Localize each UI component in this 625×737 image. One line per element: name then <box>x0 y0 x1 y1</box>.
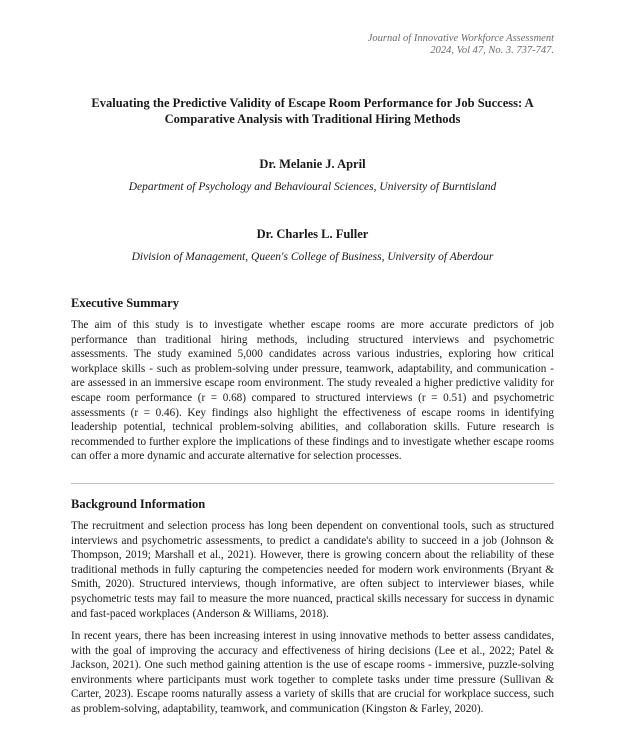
paper-title <box>70 95 555 127</box>
author-affiliation: Department of Psychology and Behavioural Sciences, University of Burntisland <box>128 181 497 193</box>
author-name: Dr. Charles L. Fuller <box>256 227 369 241</box>
section-heading-background: Background Information <box>71 497 206 511</box>
background-paragraph: The recruitment and selection process has long been dependent on conventional tools, such as structured interviews and psychometric assessments, to predict a candidate's ability to succeed in a job (Johnson & Thompson, 2019; Marshall et al., 2021). However, there is growing concern about the reliability of these traditional methods in fully capturing the competencies needed for modern work environments (Bryant & Smith, 2020). Structured interviews, though informative, are often subject to interviewer biases, while psychometric tests may fail to measure the more nuanced, practical skills necessary for success in dynamic and fast-paced workplaces (Anderson & Williams, 2018). <box>71 520 554 620</box>
executive-summary-paragraph: The aim of this study is to investigate whether escape rooms are more accurate predictors of job performance than traditional hiring methods, including structured interviews and psychometric assessments. The study examined 5,000 candidates across various industries, exploring how critical workplace skills - such as problem-solving under pressure, teamwork, adaptability, and communication - are assessed in an immersive escape room environment. The study revealed a higher predictive validity for escape room performance (r = 0.68) compared to structured interviews (r = 0.51) and psychometric assessments (r = 0.46). Key findings also highlight the effectiveness of escape rooms in identifying leadership potential, technical problem-solving abilities, and collaboration skills. Future research is recommended to further explore the implications of these findings and to investigate whether escape rooms can offer a more dynamic and accurate alternative for selection processes. <box>71 319 554 463</box>
section-divider <box>71 483 554 484</box>
paper-title-line-2: Comparative Analysis with Traditional Hiring Methods <box>164 112 461 126</box>
background-paragraph: In recent years, there has been increasing interest in using innovative methods to better assess candidates, with the goal of improving the accuracy and effectiveness of hiring decisions (Lee et al., 2022; Patel & Jackson, 2021). One such method gaining attention is the use of escape rooms - immersive, puzzle-solving environments where participants must work together to complete tasks under time pressure (Sullivan & Carter, 2023). Escape rooms naturally assess a variety of skills that are crucial for workplace success, such as problem-solving, adaptability, teamwork, and communication (Kingston & Farley, 2020). <box>71 630 554 715</box>
author-name: Dr. Melanie J. April <box>259 157 366 171</box>
paper-title-line-1: Evaluating the Predictive Validity of Escape Room Performance for Job Success: A <box>91 96 534 110</box>
section-heading-executive-summary: Executive Summary <box>71 296 179 310</box>
author-affiliation: Division of Management, Queen's College of Business, University of Aberdour <box>131 251 494 263</box>
journal-name: Journal of Innovative Workforce Assessment <box>367 33 554 44</box>
journal-citation: 2024, Vol 47, No. 3. 737-747. <box>430 45 554 56</box>
journal-header <box>368 33 554 57</box>
